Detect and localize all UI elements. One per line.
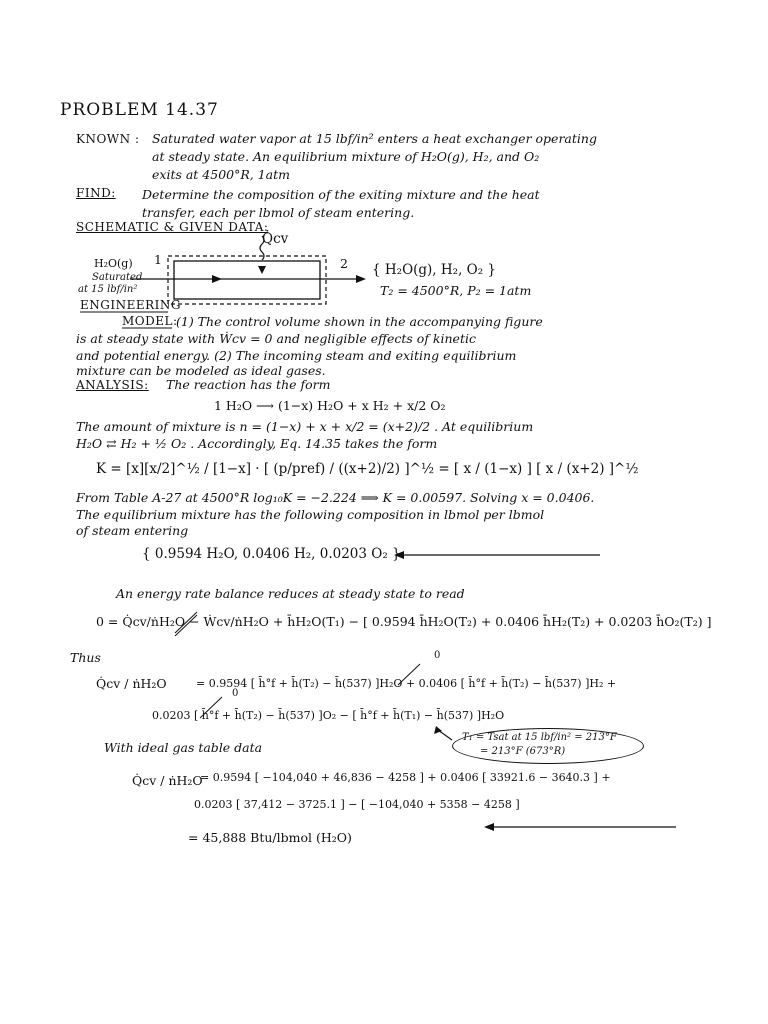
- qcv-label: Q̇cv: [262, 231, 289, 247]
- analysis-line-3: H₂O ⇄ H₂ + ½ O₂ . Accordingly, Eq. 14.35 takes the form: [76, 436, 438, 451]
- known-line-2: at steady state. An equilibrium mixture of H₂O(g), H₂, and O₂: [152, 149, 540, 164]
- known-label: KNOWN :: [76, 132, 140, 146]
- analysis-line-1: The reaction has the form: [166, 377, 331, 392]
- reaction-equation: 1 H₂O ⟶ (1−x) H₂O + x H₂ + x/2 O₂: [214, 398, 446, 413]
- zero-mark-2: 0: [232, 688, 239, 699]
- q-ratio-label-2: Q̇cv / ṅH₂O: [132, 773, 203, 788]
- model-label-2: MODEL:: [122, 314, 178, 328]
- state-2-label: 2: [340, 256, 348, 271]
- q-ratio-label: Q̇cv / ṅH₂O: [96, 676, 167, 691]
- composition-result: { 0.9594 H₂O, 0.0406 H₂, 0.0203 O₂ }: [142, 546, 401, 562]
- final-heat-transfer: = 45,888 Btu/lbmol (H₂O): [188, 830, 352, 845]
- model-line-1: (1) The control volume shown in the accompanying figure: [176, 314, 543, 329]
- inlet-state-2: at 15 lbf/in²: [78, 284, 138, 295]
- with-data-label: With ideal gas table data: [104, 740, 263, 755]
- state-1-label: 1: [154, 252, 162, 267]
- t1-note-line-2: = 213°F (673°R): [480, 746, 566, 757]
- qcv-arrowhead: [258, 266, 266, 274]
- problem-title: PROBLEM 14.37: [60, 100, 219, 120]
- analysis-line-4: From Table A-27 at 4500°R log₁₀K = −2.224 ⟹ K = 0.00597. Solving x = 0.0406.: [76, 490, 595, 505]
- energy-line-1: An energy rate balance reduces at steady state to read: [116, 586, 465, 601]
- model-label-1: ENGINEERING: [80, 298, 181, 312]
- analysis-line-2: The amount of mixture is n = (1−x) + x + x/2 = (x+2)/2 . At equilibrium: [76, 419, 534, 434]
- analysis-line-5: The equilibrium mixture has the following composition in lbmol per lbmol: [76, 507, 545, 522]
- find-label: FIND:: [76, 186, 116, 200]
- expansion-line-2: 0.0203 [ h̄°f + h̄(T₂) − h̄(537) ]O₂ − [ h̄°f + h̄(T₁) − h̄(537) ]H₂O: [152, 709, 505, 722]
- flow-arrow-in: [212, 275, 222, 283]
- analysis-line-6: of steam entering: [76, 523, 189, 538]
- analysis-label: ANALYSIS:: [76, 378, 149, 392]
- t1-note-line-1: T₁ = Tsat at 15 lbf/in² = 213°F: [462, 732, 617, 743]
- equilibrium-constant-expression: K = [x][x/2]^½ / [1−x] · [ (p/pref) / ((x+2)/2) ]^½ = [ x / (1−x) ] [ x / (x+2) ]^½: [96, 461, 639, 477]
- model-line-4: mixture can be modeled as ideal gases.: [76, 363, 326, 378]
- heat-exchanger-box: [174, 261, 320, 299]
- numeric-line-2: 0.0203 [ 37,412 − 3725.1 ] − [ −104,040 + 5358 − 4258 ]: [194, 798, 520, 811]
- energy-balance-equation: 0 = Q̇cv/ṅH₂O − Ẇcv/ṅH₂O + h̄H₂O(T₁) − [ 0.9594 h̄H₂O(T₂) + 0.0406 h̄H₂(T₂) + 0.0203 h̄O₂(T₂) ]: [96, 614, 712, 629]
- find-line-1: Determine the composition of the exiting mixture and the heat: [142, 187, 540, 202]
- expansion-line-1: = 0.9594 [ h̄°f + h̄(T₂) − h̄(537) ]H₂O + 0.0406 [ h̄°f + h̄(T₂) − h̄(537) ]H₂ +: [196, 677, 617, 690]
- model-line-2: is at steady state with Ẇcv = 0 and negligible effects of kinetic: [76, 331, 476, 346]
- thus-label: Thus: [70, 650, 101, 665]
- model-line-3: and potential energy. (2) The incoming steam and exiting equilibrium: [76, 348, 517, 363]
- outlet-species: { H₂O(g), H₂, O₂ }: [372, 262, 497, 278]
- control-volume-boundary: [168, 256, 326, 304]
- find-line-2: transfer, each per lbmol of steam entering.: [142, 205, 415, 220]
- inlet-state-1: Saturated: [92, 272, 143, 283]
- inlet-species: H₂O(g): [94, 257, 133, 270]
- known-line-3: exits at 4500°R, 1atm: [152, 167, 291, 182]
- numeric-line-1: = 0.9594 [ −104,040 + 46,836 − 4258 ] + 0.0406 [ 33921.6 − 3640.3 ] +: [200, 771, 611, 784]
- schematic-label: SCHEMATIC & GIVEN DATA:: [76, 220, 269, 234]
- zero-mark-1: 0: [434, 650, 441, 661]
- flow-arrow-out: [356, 275, 366, 283]
- outlet-conditions: T₂ = 4500°R, P₂ = 1atm: [380, 283, 532, 298]
- known-line-1: Saturated water vapor at 15 lbf/in² enters a heat exchanger operating: [152, 131, 597, 146]
